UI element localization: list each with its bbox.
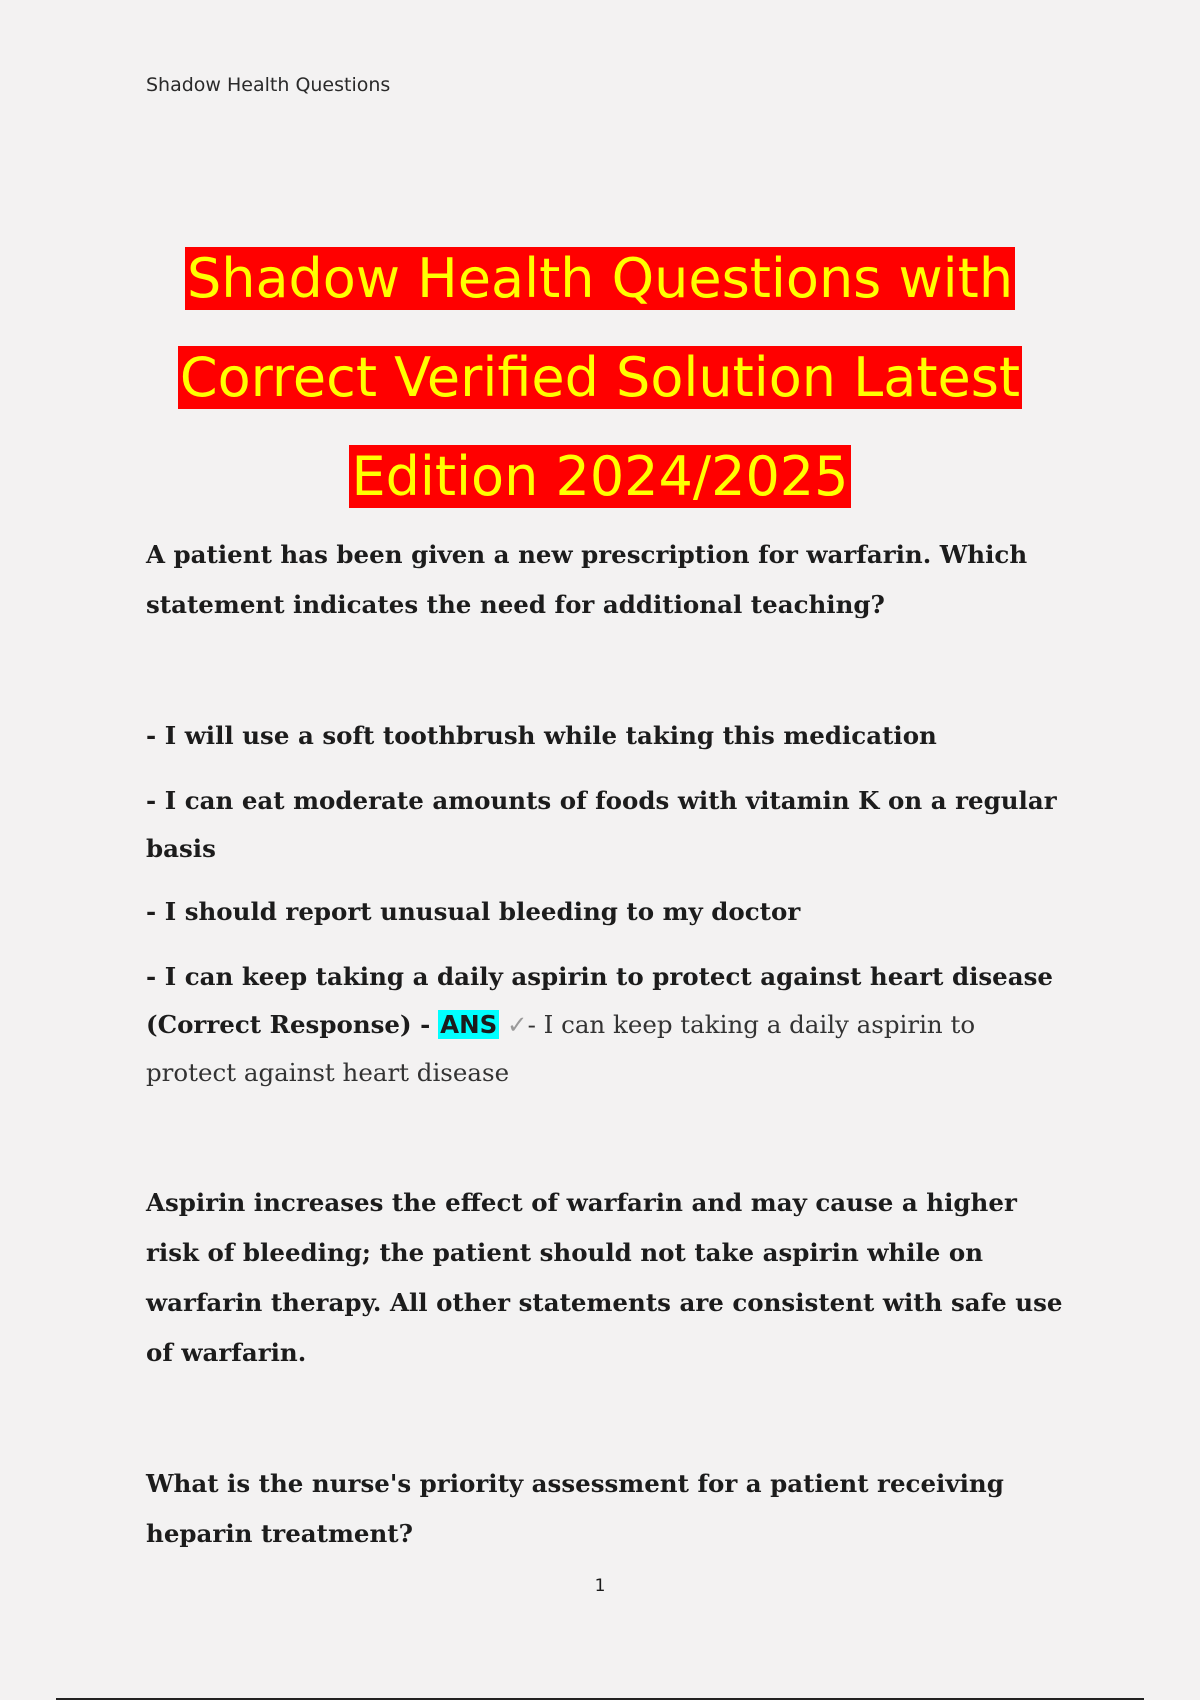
question-2: What is the nurse's priority assessment for a patient receiving heparin treatment? [146, 1469, 1004, 1548]
option-4-text: - I can keep taking a daily aspirin to protect against heart disease (Correct Response) - [146, 962, 1054, 1039]
option-1: - I will use a soft toothbrush while taking this medication [146, 721, 937, 750]
title-line-1: Shadow Health Questions with [186, 247, 1014, 310]
answer-label: ANS [440, 1010, 498, 1039]
title-line-3: Edition 2024/2025 [351, 445, 849, 508]
title-line-2: Correct Verified Solution Latest [179, 346, 1021, 409]
running-header: Shadow Health Questions [146, 74, 391, 96]
checkmark-icon: ✓ [507, 1010, 528, 1039]
option-3: - I should report unusual bleeding to my doctor [146, 897, 801, 926]
option-2: - I can eat moderate amounts of foods with vitamin K on a regular basis [146, 786, 1057, 863]
page-number: 1 [594, 1576, 606, 1596]
question-1: A patient has been given a new prescription for warfarin. Which statement indicates the need for additional teaching? [146, 540, 1028, 619]
rationale: Aspirin increases the effect of warfarin and may cause a higher risk of bleeding; the patient should not take aspirin while on warfarin therapy. All other statements are consistent with safe use of warfarin. [146, 1188, 1063, 1367]
document-body [146, 530, 1066, 1559]
answer-text: - I can keep taking a daily aspirin to protect against heart disease [146, 1010, 976, 1087]
option-4 [146, 953, 1066, 1097]
document-title [0, 229, 1200, 526]
